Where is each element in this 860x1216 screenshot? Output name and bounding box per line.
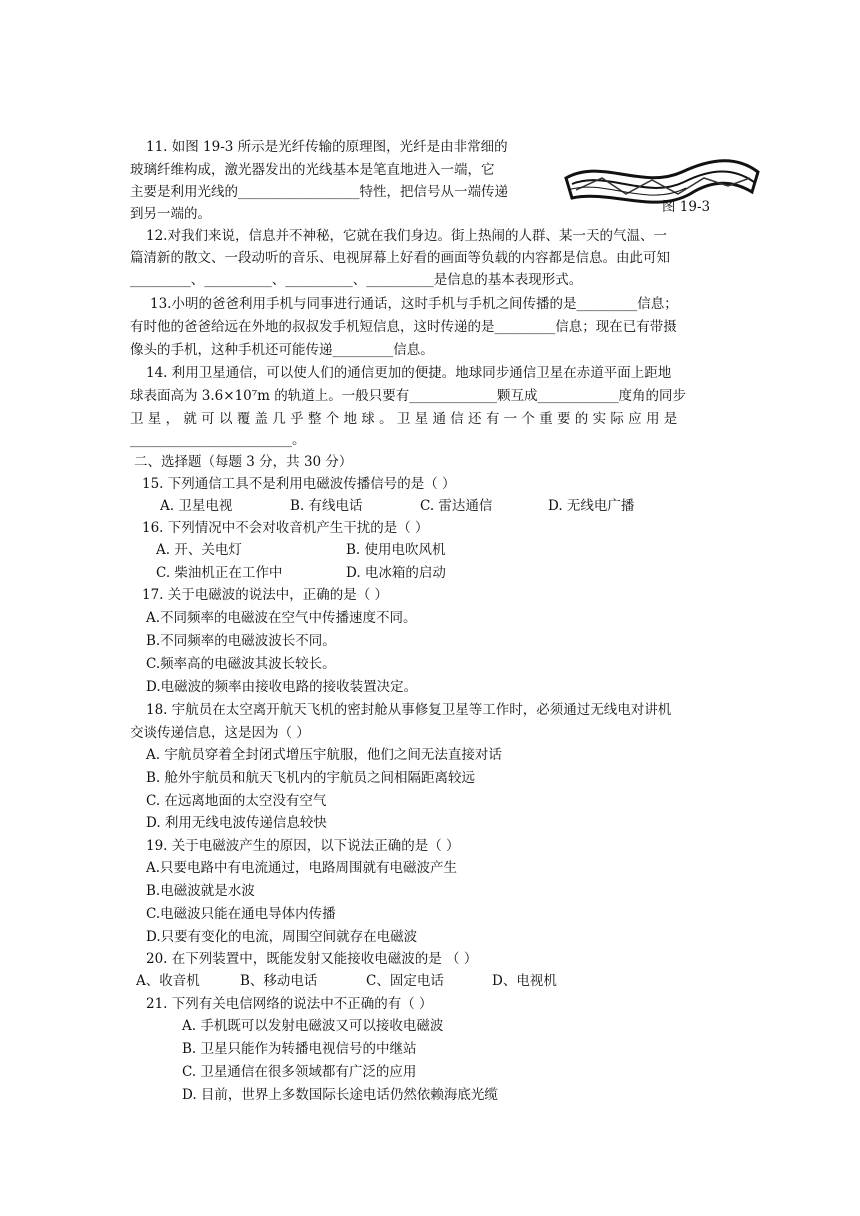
q17-option-b: B.不同频率的电磁波波长不同。 [146,633,336,649]
q18-option-d: D. 利用无线电波传递信息较快 [146,815,327,831]
q17-stem: 17. 关于电磁波的说法中，正确的是（ ） [142,587,389,603]
q20-option-d: D、电视机 [492,973,557,989]
q18-option-b: B. 舱外宇航员和航天飞机内的宇航员之间相隔距离较远 [146,770,476,786]
q19-option-a: A.只要电路中有电流通过，电路周围就有电磁波产生 [146,860,458,876]
section-title: 二、选择题（每题 3 分，共 30 分） [134,454,353,470]
q21-option-c: C. 卫星通信在很多领域都有广泛的应用 [182,1064,417,1080]
q18-stem-line-1: 18. 宇航员在太空离开航天飞机的密封舱从事修复卫星等工作时，必须通过无线电对讲机 [146,702,672,718]
q14-line-2: 球表面高为 3.6×10⁷m 的轨道上。一般只要有_____________颗互成____________度角的同步 [130,388,687,404]
q21-stem: 21. 下列有关电信网络的说法中不正确的有（ ） [146,996,433,1012]
q17-option-d: D.电磁波的频率由接收电路的接收装置决定。 [146,679,418,695]
q13-line-1: 13.小明的爸爸利用手机与同事进行通话，这时手机与手机之间传播的是_________信息； [150,296,678,312]
q14-line-4: ________________________。 [130,432,306,448]
q18-option-c: C. 在远离地面的太空没有空气 [146,793,327,809]
q19-option-b: B.电磁波就是水波 [146,883,255,899]
q16-option-c: C. 柴油机正在工作中 [156,565,283,581]
figure-caption: 图 19-3 [662,199,711,215]
q16-option-b: B. 使用电吹风机 [346,542,446,558]
q13-line-3: 像头的手机，这种手机还可能传递_________信息。 [130,342,434,358]
q19-option-d: D.只要有变化的电流，周围空间就存在电磁波 [146,929,418,945]
q16-option-a: A. 开、关电灯 [156,542,242,558]
q12-line-3: _________、__________、__________、__________是信息的基本表现形式。 [130,272,583,288]
q15-option-b: B. 有线电话 [290,498,363,514]
q20-option-c: C、固定电话 [366,973,444,989]
q19-stem: 19. 关于电磁波产生的原因，以下说法正确的是（ ） [146,838,460,854]
q21-option-b: B. 卫星只能作为转播电视信号的中继站 [182,1041,417,1057]
q13-line-2: 有时他的爸爸给远在外地的叔叔发手机短信息，这时传递的是_________信息；现在已有带摄 [130,319,677,335]
q20-option-a: A、收音机 [136,973,200,989]
q15-stem: 15. 下列通信工具不是利用电磁波传播信号的是（ ） [142,476,456,492]
q11-line-1: 11. 如图 19-3 所示是光纤传输的原理图，光纤是由非常细的 [146,139,508,155]
q16-stem: 16. 下列情况中不会对收音机产生干扰的是（ ） [142,520,429,536]
q11-line-2: 玻璃纤维构成，激光器发出的光线基本是笔直地进入一端，它 [130,162,495,178]
q14-line-1: 14. 利用卫星通信，可以使人们的通信更加的便捷。地球同步通信卫星在赤道平面上距地 [146,365,672,381]
q11-line-4: 到另一端的。 [130,206,211,222]
q15-option-d: D. 无线电广播 [548,498,635,514]
q17-option-c: C.频率高的电磁波其波长较长。 [146,656,336,672]
q16-option-d: D. 电冰箱的启动 [346,565,446,581]
q12-line-2: 篇清新的散文、一段动听的音乐、电视屏幕上好看的画面等负载的内容都是信息。由此可知 [130,250,670,266]
q15-option-a: A. 卫星电视 [160,498,233,514]
q12-line-1: 12.对我们来说，信息并不神秘，它就在我们身边。街上热闹的人群、某一天的气温、一 [146,228,667,244]
q19-option-c: C.电磁波只能在通电导体内传播 [146,906,336,922]
q21-option-a: A. 手机既可以发射电磁波又可以接收电磁波 [182,1018,444,1034]
q20-stem: 20. 在下列装置中，既能发射又能接收电磁波的是 （ ） [146,951,478,967]
q20-option-b: B、移动电话 [240,973,318,989]
q11-line-3: 主要是利用光线的__________________特性，把信号从一端传递 [130,184,508,200]
q14-line-3: 卫 星 ， 就 可 以 覆 盖 几 乎 整 个 地 球 。 卫 星 通 信 还 有 一 个 重 要 的 实 际 应 用 是 [130,411,678,427]
q18-option-a: A. 宇航员穿着全封闭式增压宇航服，他们之间无法直接对话 [146,747,502,763]
q21-option-d: D. 目前，世界上多数国际长途电话仍然依赖海底光缆 [182,1087,498,1103]
q18-stem-line-2: 交谈传递信息，这是因为（ ） [130,725,310,741]
q17-option-a: A.不同频率的电磁波在空气中传播速度不同。 [146,610,417,626]
q15-option-c: C. 雷达通信 [420,498,493,514]
